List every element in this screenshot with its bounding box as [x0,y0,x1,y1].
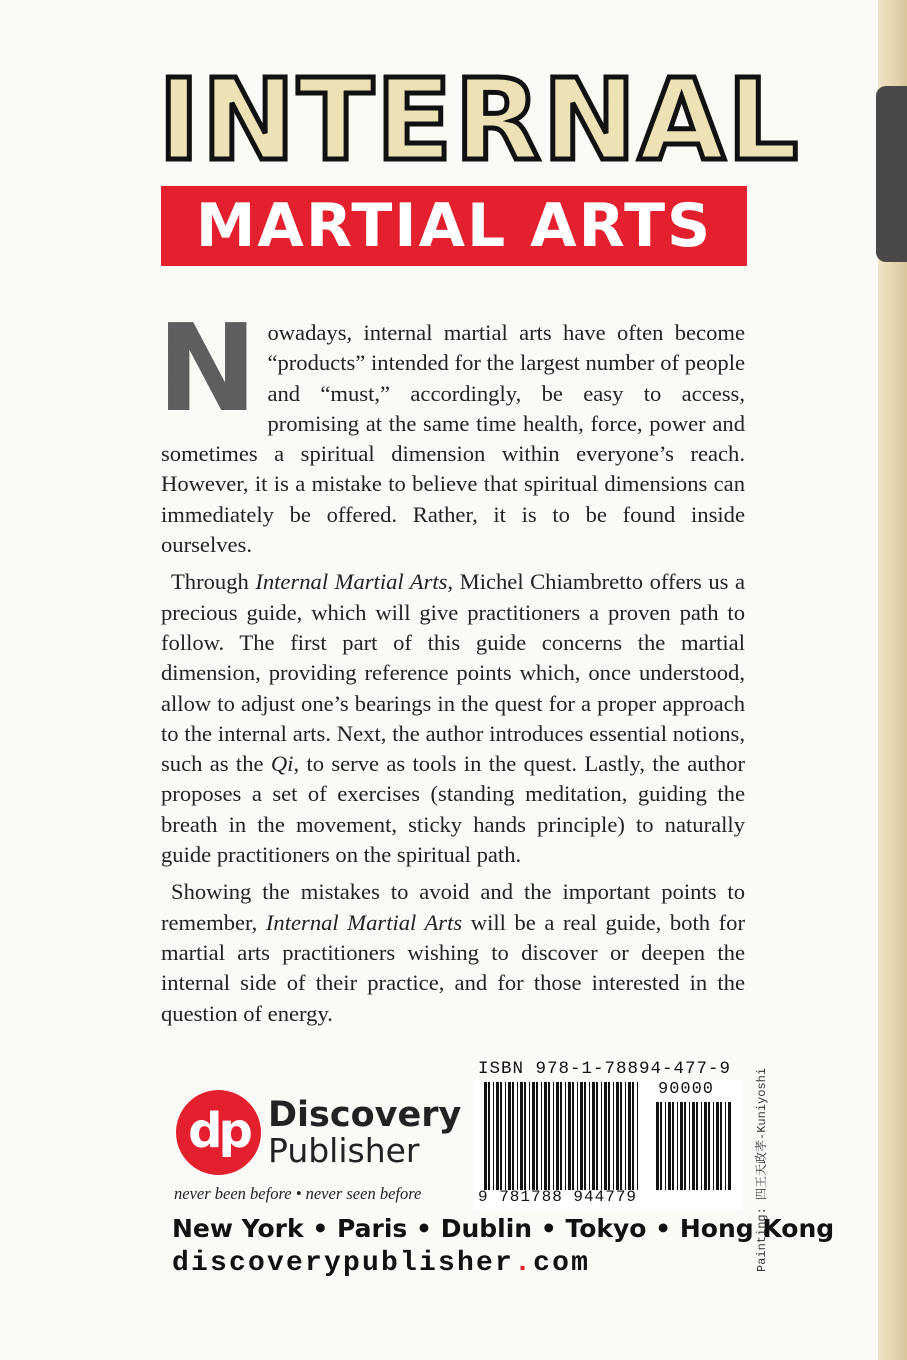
title-line-internal: INTERNAL [158,56,801,186]
barcode-bar [604,1082,607,1190]
barcode-bar [725,1102,726,1190]
barcode-bar [580,1082,583,1190]
barcode-bar [500,1082,502,1190]
ean-number: 9 781788 944779 [478,1188,638,1206]
barcode-bar [704,1102,707,1190]
publisher-cities: New York • Paris • Dublin • Tokyo • Hong Kong [172,1214,835,1243]
barcode-bar [596,1082,598,1190]
barcode-bar [484,1082,487,1190]
barcode-bar [548,1082,550,1190]
barcode-bar [632,1082,634,1190]
barcode-bar [677,1102,678,1190]
barcode-bar [577,1082,578,1190]
barcode-bar [701,1102,702,1190]
barcode-bar [720,1102,722,1190]
barcode-bar [728,1102,731,1190]
barcode-bar [524,1082,526,1190]
publisher-tagline: never been before • never seen before [174,1184,422,1203]
barcode-bar [672,1102,674,1190]
barcode-bar [589,1082,590,1190]
qi-term: Qi [270,751,294,777]
barcode-bar [668,1102,671,1190]
book-description [157,300,745,1036]
barcode-bar [488,1082,490,1190]
barcode-bar [517,1082,518,1190]
barcode-bar [565,1082,566,1190]
barcode-bar [520,1082,523,1190]
barcode-bar [656,1102,659,1190]
description-paragraph-3: Showing the mistakes to avoid and the important points to remember, Internal Martial Arts will be a real guide, both for martial arts practitioners wishing to discover or deepen the internal side of their practice, and for those interested in the question of energy. [161,879,745,1026]
barcode-bar [496,1082,499,1190]
barcode-bar [613,1082,614,1190]
barcode-bar [708,1102,710,1190]
description-paragraph-1: Nowadays, internal martial arts have often become “products” intended for the largest number of people and “must,” accordingly, be easy to access, promising at the same time health, force, power and sometimes a spiritual dimension within everyone’s reach. However, it is a mistake to believe that spiritual dimensions can immediately be offered. Rather, it is to be found inside ourselves. [157,300,745,558]
barcode-bar [628,1082,631,1190]
barcode-bar [665,1102,666,1190]
barcode-bar [572,1082,574,1190]
isbn-label: ISBN 978-1-78894-477-9 [478,1059,732,1079]
barcode-bar [544,1082,547,1190]
barcode-bar [637,1082,638,1190]
barcode-bar [512,1082,514,1190]
barcode-bar [541,1082,542,1190]
barcode-bar [616,1082,619,1190]
barcode-bar [508,1082,511,1190]
barcode-bar [696,1102,698,1190]
barcode-bar [493,1082,494,1190]
barcode-bar [505,1082,506,1190]
barcode-bar [660,1102,662,1190]
barcode-bar [536,1082,538,1190]
barcode-bar [556,1082,559,1190]
spine-tab [876,86,907,262]
drop-cap: N [157,300,258,439]
barcode-bar [684,1102,686,1190]
barcode-bar [620,1082,622,1190]
publisher-logo-icon: dp [176,1090,261,1175]
barcode-bar [713,1102,714,1190]
barcode-bar [592,1082,595,1190]
painting-credit: Painting: 四王天政孝-Kuniyoshi [755,1067,769,1272]
barcode-bar [716,1102,719,1190]
barcode-bar [608,1082,610,1190]
barcode-bar [568,1082,571,1190]
publisher-name-line2: Publisher [268,1131,420,1170]
barcode-bar [680,1102,683,1190]
publisher-name-line1: Discovery [268,1095,462,1135]
barcode-bar [692,1102,695,1190]
barcode-bar [553,1082,554,1190]
description-paragraph-2: Through Internal Martial Arts, Michel Chiambretto offers us a precious guide, which will give practitioners a proven path to follow. The first part of this guide concerns the martial dimension, providing reference points which, once understood, allow to adjust one’s bearings in the quest for a proper approach to the internal arts. Next, the author introduces essential notions, such as the Qi, to serve as tools in the quest. Lastly, the author proposes a set of exercises (standing meditation, guiding the breath in the movement, sticky hands principle) to naturally guide practitioners on the spiritual path. [161,569,745,868]
barcode-bar [560,1082,562,1190]
barcode-bar [601,1082,602,1190]
book-title-italic: Internal Martial Arts, [255,569,454,595]
price-barcode-icon [656,1102,732,1190]
barcode-bar [689,1102,690,1190]
publisher-url: discoverypublisher.com [172,1248,591,1279]
barcode-bar [584,1082,586,1190]
title-line-martial-arts: MARTIAL ARTS [195,191,713,261]
barcode-icon [484,1082,640,1190]
price-code: 90000 [658,1080,715,1099]
barcode-bar [625,1082,626,1190]
book-title-italic: Internal Martial Arts [265,909,463,935]
barcode-bar [529,1082,530,1190]
barcode-bar [532,1082,535,1190]
